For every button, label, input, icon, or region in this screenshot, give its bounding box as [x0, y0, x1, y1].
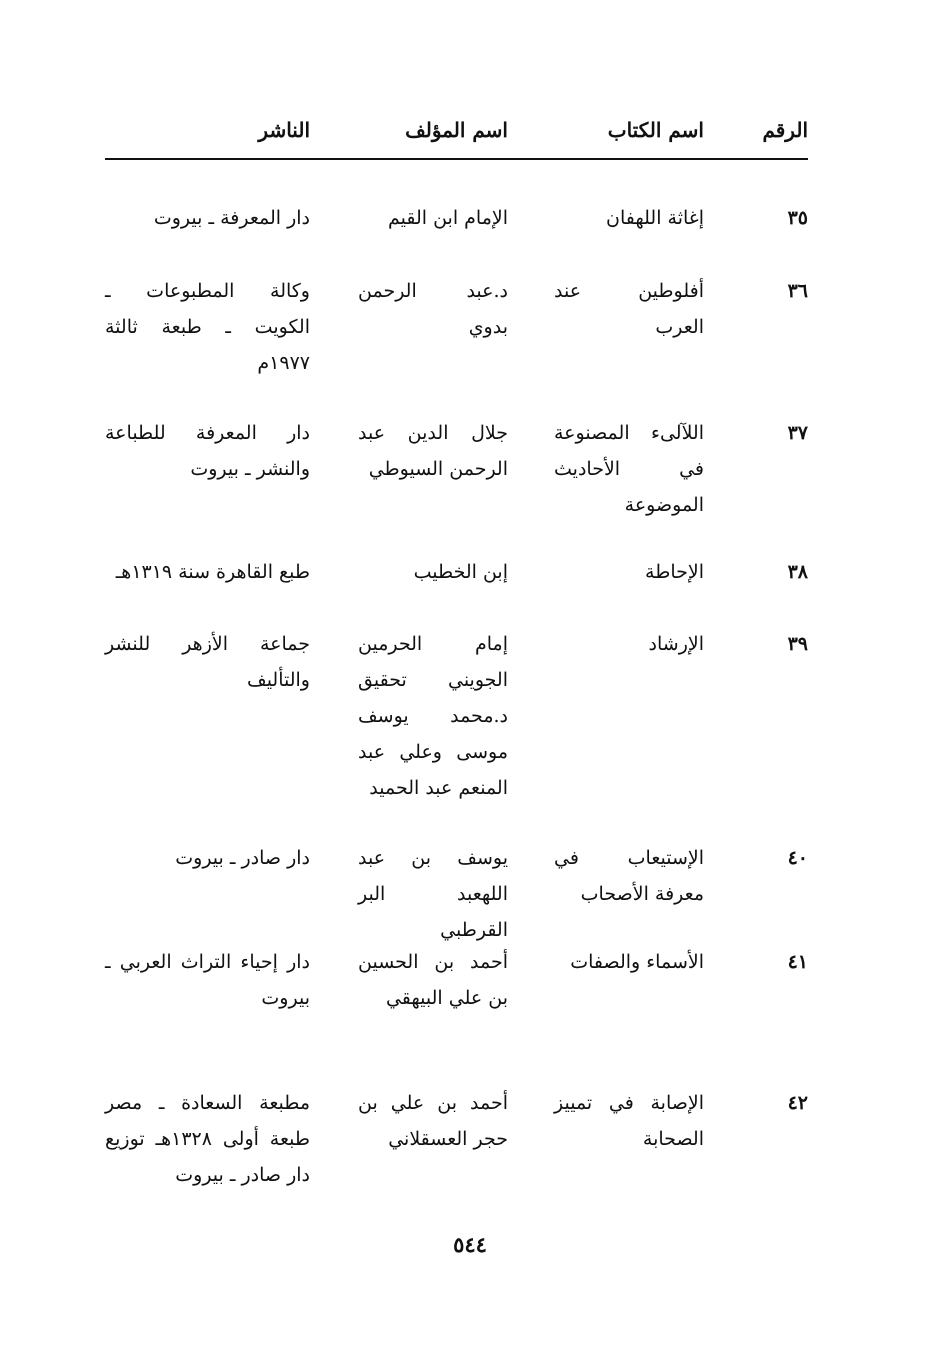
header-author: اسم المؤلف	[405, 118, 508, 142]
row-number: ٣٩	[787, 633, 808, 655]
table-header	[105, 118, 808, 154]
header-publisher: الناشر	[258, 118, 310, 142]
row-book-title: اللآلىء المصنوعة في الأحاديث الموضوعة	[554, 422, 704, 516]
row-publisher: مطبعة السعادة ـ مصر طبعة أولى ١٣٢٨هـ توزيع دار صادر ـ بيروت	[105, 1092, 310, 1186]
page-number: ٥٤٤	[453, 1232, 487, 1257]
row-book-title: الأسماء والصفات	[570, 951, 704, 973]
row-book-title: إغاثة اللهفان	[606, 207, 704, 229]
row-number: ٣٥	[787, 207, 808, 229]
row-book-title: الإرشاد	[648, 633, 704, 655]
row-author: يوسف بن عبد اللهعبد البر القرطبي	[358, 847, 508, 941]
row-book-title: الإحاطة	[645, 561, 704, 583]
row-author: إبن الخطيب	[413, 561, 508, 583]
row-number: ٤٠	[787, 847, 808, 869]
row-book-title: الإصابة في تمييز الصحابة	[554, 1092, 704, 1150]
row-author: الإمام ابن القيم	[387, 207, 508, 229]
header-book-title: اسم الكتاب	[607, 118, 704, 142]
row-author: جلال الدين عبد الرحمن السيوطي	[358, 422, 508, 480]
row-number: ٣٨	[787, 561, 808, 583]
row-author: أحمد بن الحسين بن علي البيهقي	[358, 951, 508, 1009]
row-number: ٤٢	[787, 1092, 808, 1114]
row-number: ٣٧	[787, 422, 808, 444]
row-book-title: أفلوطين عند العرب	[554, 280, 704, 338]
row-number: ٤١	[787, 951, 808, 973]
row-author: أحمد بن علي بن حجر العسقلاني	[358, 1092, 508, 1150]
row-book-title: الإستيعاب في معرفة الأصحاب	[554, 847, 704, 905]
header-number: الرقم	[762, 118, 808, 142]
header-divider	[105, 158, 808, 160]
row-publisher: دار إحياء التراث العربي ـ بيروت	[105, 951, 310, 1009]
row-publisher: دار المعرفة ـ بيروت	[153, 207, 310, 229]
row-publisher: طبع القاهرة سنة ١٣١٩هـ	[115, 561, 310, 583]
row-publisher: دار صادر ـ بيروت	[175, 847, 310, 869]
row-number: ٣٦	[787, 280, 808, 302]
row-author: د.عبد الرحمن بدوي	[358, 280, 508, 338]
row-author: إمام الحرمين الجويني تحقيق د.محمد يوسف موسى وعلي عبد المنعم عبد الحميد	[358, 633, 508, 799]
row-publisher: جماعة الأزهر للنشر والتأليف	[105, 633, 310, 691]
row-publisher: وكالة المطبوعات ـ الكويت ـ طبعة ثالثة ١٩٧٧م	[105, 280, 310, 374]
row-publisher: دار المعرفة للطباعة والنشر ـ بيروت	[105, 422, 310, 480]
